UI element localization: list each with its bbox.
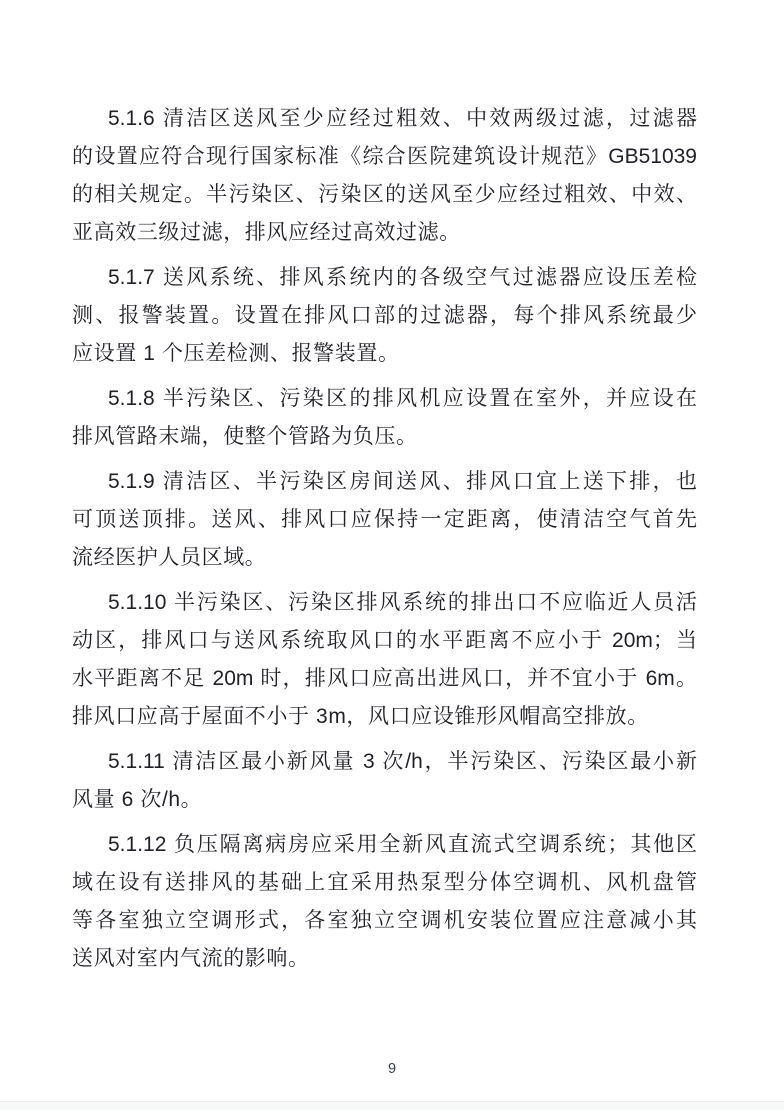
- text-line: 排风管路末端，使整个管路为负压。: [72, 425, 418, 448]
- text-line: 测、报警装置。设置在排风口部的过滤器，每个排风系统最少: [72, 304, 697, 327]
- text-line: 排风口应高于屋面不小于 3m，风口应设锥形风帽高空排放。: [72, 705, 649, 728]
- text-line: 水平距离不足 20m 时，排风口应高出进风口，并不宜小于 6m。: [72, 667, 697, 690]
- paragraph-5-1-8: [72, 380, 697, 456]
- text-line: 5.1.12 负压隔离病房应采用全新风直流式空调系统；其他区: [108, 833, 697, 856]
- text-line: 送风对室内气流的影响。: [72, 947, 310, 970]
- text-line: 5.1.9 清洁区、半污染区房间送风、排风口宜上送下排，也: [108, 470, 697, 493]
- paragraph-5-1-9: [72, 463, 697, 577]
- text-line: 5.1.8 半污染区、污染区的排风机应设置在室外，并应设在: [108, 387, 697, 410]
- paragraph-5-1-12: [72, 826, 697, 978]
- text-line: 5.1.11 清洁区最小新风量 3 次/h，半污染区、污染区最小新: [108, 750, 697, 773]
- paragraph-5-1-7: [72, 259, 697, 373]
- text-line: 5.1.6 清洁区送风至少应经过粗效、中效两级过滤，过滤器: [108, 107, 697, 130]
- text-line: 可顶送顶排。送风、排风口应保持一定距离，使清洁空气首先: [72, 508, 697, 531]
- text-line: 等各室独立空调形式，各室独立空调机安装位置应注意减小其: [72, 909, 697, 932]
- text-line: 动区，排风口与送风系统取风口的水平距离不应小于 20m；当: [72, 629, 697, 652]
- page-edge-strip: [0, 1101, 784, 1110]
- text-line: 域在设有送排风的基础上宜采用热泵型分体空调机、风机盘管: [72, 871, 697, 894]
- text-line: 应设置 1 个压差检测、报警装置。: [72, 342, 400, 365]
- paragraph-5-1-10: [72, 584, 697, 736]
- paragraph-5-1-11: [72, 743, 697, 819]
- text-line: 5.1.7 送风系统、排风系统内的各级空气过滤器应设压差检: [108, 266, 697, 289]
- text-line: 5.1.10 半污染区、污染区排风系统的排出口不应临近人员活: [108, 591, 697, 614]
- text-line: 的相关规定。半污染区、污染区的送风至少应经过粗效、中效、: [72, 183, 697, 206]
- page-number: 9: [387, 1061, 397, 1077]
- text-line: 风量 6 次/h。: [72, 788, 203, 811]
- text-line: 流经医护人员区域。: [72, 546, 267, 569]
- text-line: 亚高效三级过滤，排风应经过高效过滤。: [72, 221, 461, 244]
- page-footer: [0, 1058, 784, 1080]
- paragraph-5-1-6: [72, 100, 697, 252]
- text-line: 的设置应符合现行国家标准《综合医院建筑设计规范》GB51039: [72, 145, 697, 168]
